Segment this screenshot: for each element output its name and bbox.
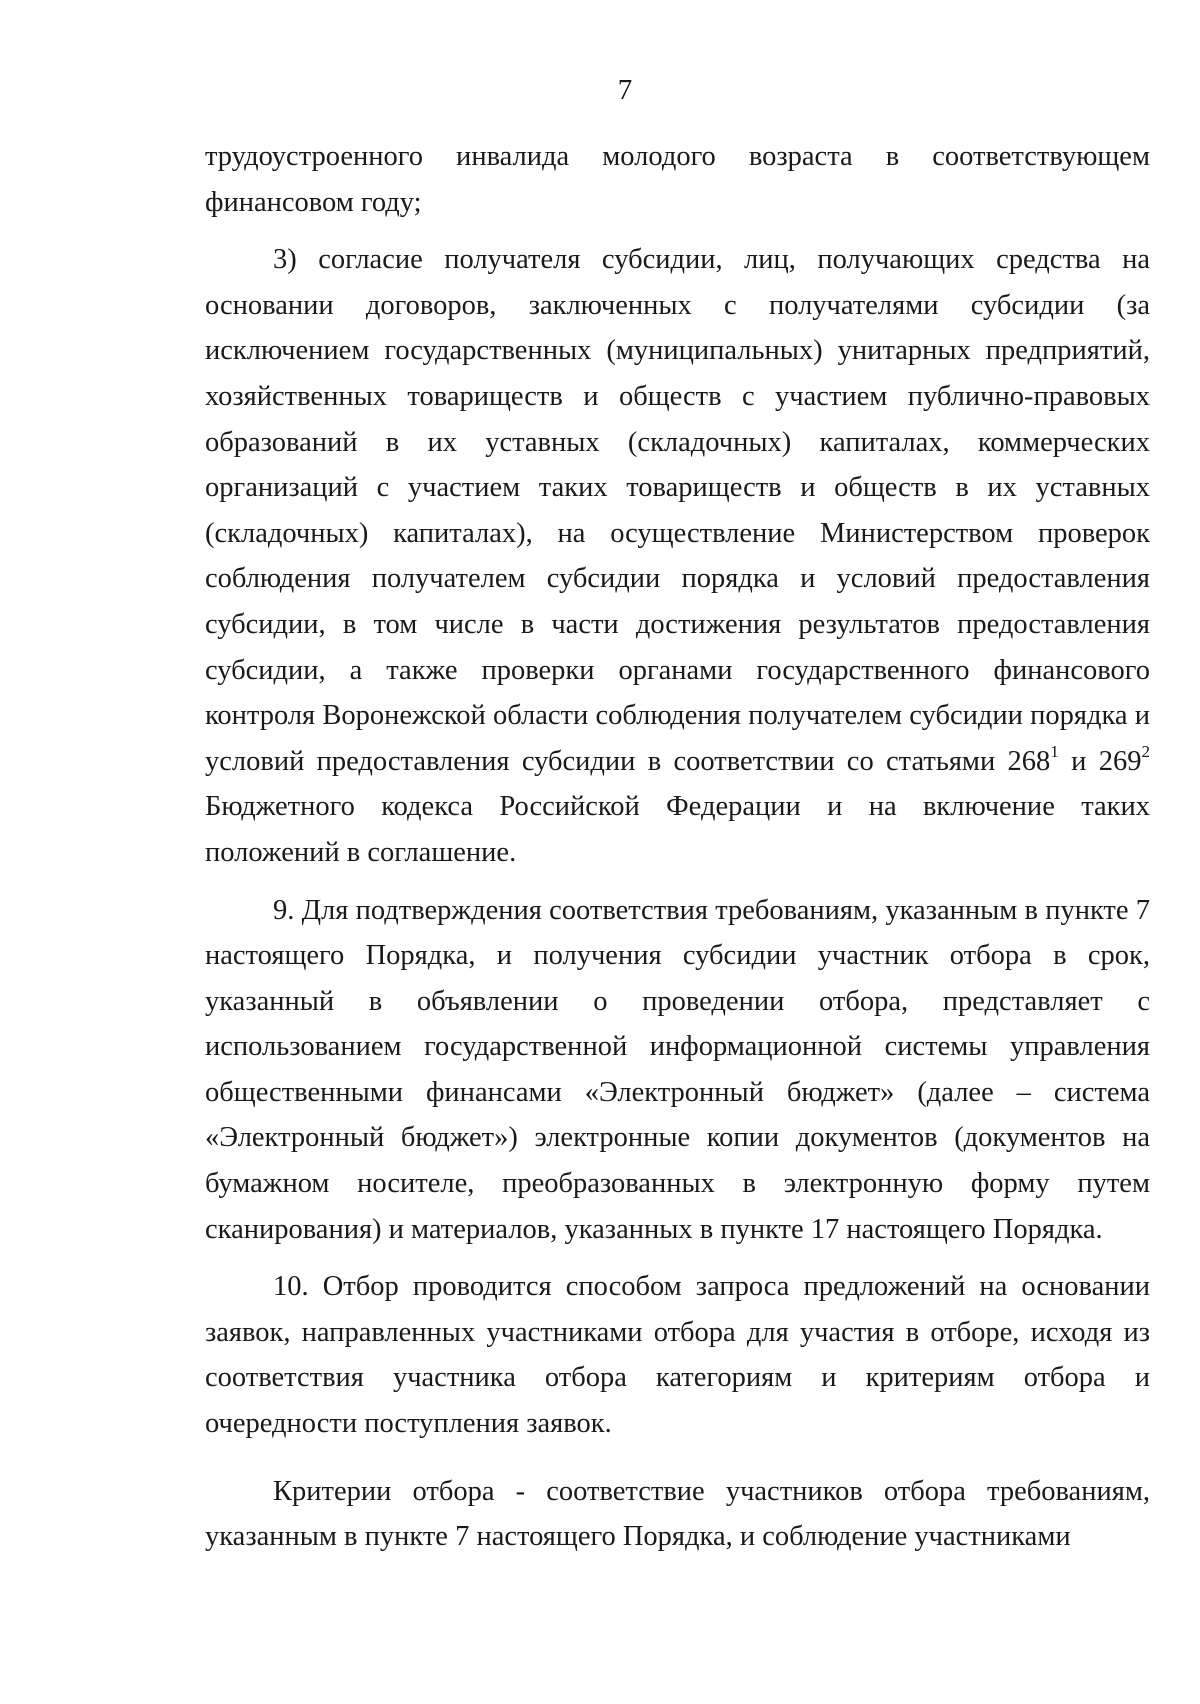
article-superscript: 1 bbox=[1050, 741, 1059, 761]
paragraph-item-3-consent bbox=[205, 237, 1150, 875]
document-body bbox=[205, 134, 1150, 1560]
paragraph-text: Бюджетного кодекса Российской Федерации и на включение таких положений в соглашение. bbox=[205, 791, 1150, 868]
paragraph-text: и 269 bbox=[1058, 745, 1142, 777]
page-number: 7 bbox=[617, 74, 633, 106]
paragraph-9: 9. Для подтверждения соответствия требованиям, указанным в пункте 7 настоящего Порядка, и получения субсидии участник отбора в срок, указанный в объявлении о проведении отбора, представляет с использованием государственной информационной системы управления общественными финансами «Электронный бюджет» (далее – система «Электронный бюджет») электронные копии документов (документов на бумажном носителе, преобразованных в электронную форму путем сканирования) и материалов, указанных в пункте 17 настоящего Порядка. bbox=[205, 894, 1150, 1245]
paragraph-text: 3) согласие получателя субсидии, лиц, получающих средства на основании договоров, заключенных с получателями субсидии (за исключением государственных (муниципальных) унитарных предприятий, хозяйственных товариществ и обществ с участием публично-правовых образований в их уставных (складочных) капиталах, коммерческих организаций с участием таких товариществ и обществ в их уставных (складочных) капиталах), на осуществление Министерством проверок соблюдения получателем субсидии порядка и условий предоставления субсидии, в том числе в части достижения результатов предоставления субсидии, а также проверки органами государственного финансового контроля Воронежской области соблюдения получателем субсидии порядка и условий предоставления субсидии в соответствии со статьями 268 bbox=[205, 244, 1150, 777]
article-superscript: 2 bbox=[1141, 741, 1150, 761]
paragraph-10: 10. Отбор проводится способом запроса предложений на основании заявок, направленных участниками отбора для участия в отборе, исходя из соответствия участника отбора категориям и критериям отбора и очередности поступления заявок. bbox=[205, 1271, 1150, 1440]
paragraph-selection-criteria: Критерии отбора - соответствие участников отбора требованиям, указанным в пункте 7 настоящего Порядка, и соблюдение участниками bbox=[205, 1475, 1150, 1553]
paragraph-continuation: трудоустроенного инвалида молодого возраста в соответствующем финансовом году; bbox=[205, 141, 1150, 218]
